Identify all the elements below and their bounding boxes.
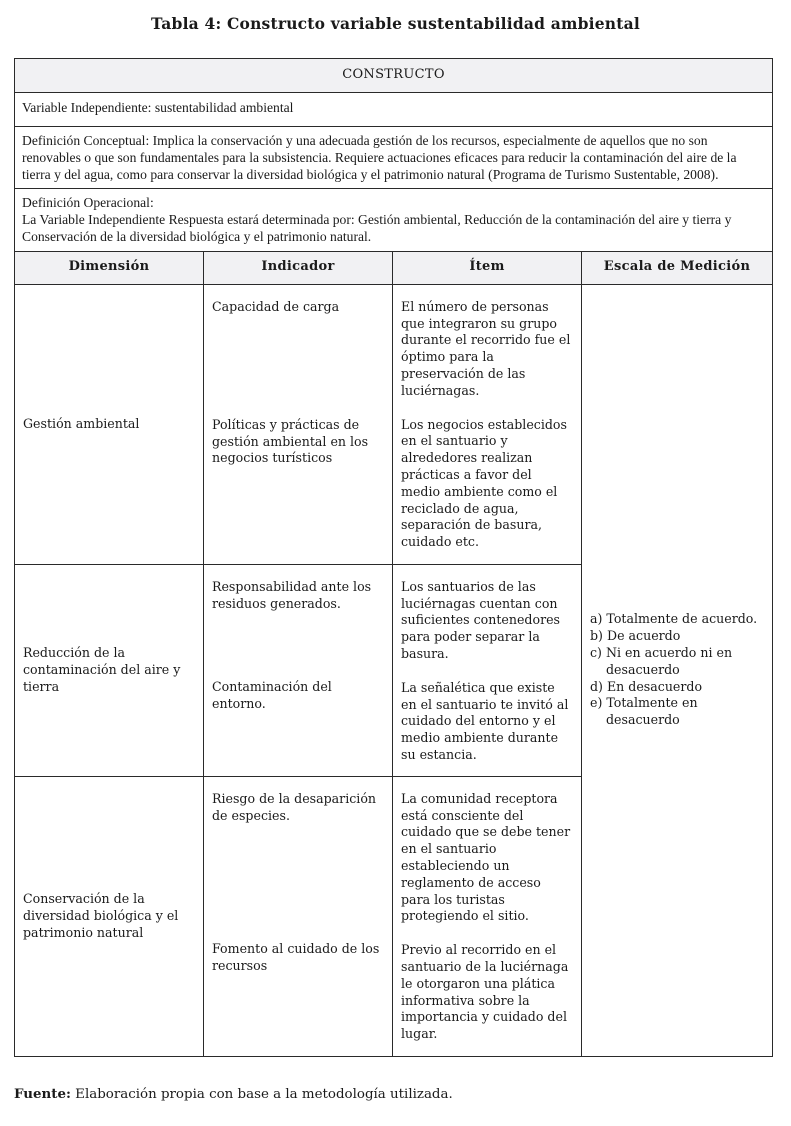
column-header-dimension: Dimensión xyxy=(15,251,204,284)
definicion-conceptual: Definición Conceptual: Implica la conservación y una adecuada gestión de los recursos, especialmente de aquellos que no son renovables o que son fundamentales para la subsistencia. Requiere actuaciones eficaces para reducir la contaminación del aire de la tierra y del agua, como para conservar la diversidad biológica y el patrimonio natural (Programa de Turismo Sustentable, 2008). xyxy=(15,127,773,189)
table-title: Tabla 4: Constructo variable sustentabilidad ambiental xyxy=(151,14,640,33)
source-label: Fuente: xyxy=(14,1086,71,1102)
indicador: Políticas y prácticas de gestión ambiental en los negocios turísticos xyxy=(212,416,369,466)
scale-option: b) De acuerdo xyxy=(590,628,681,644)
indicador: Contaminación del entorno. xyxy=(212,678,332,711)
item-text: Los santuarios de las luciérnagas cuentan con suficientes contenedores para poder separar la basura. xyxy=(401,578,561,661)
item-cell xyxy=(393,284,582,564)
indicador-cell xyxy=(204,564,393,776)
indicador-cell xyxy=(204,284,393,564)
item-text: Previo al recorrido en el santuario de la luciérnaga le otorgaron una plática informativa sobre la importancia y cuidado del lugar. xyxy=(401,942,569,1042)
item-cell xyxy=(393,564,582,776)
indicador: Capacidad de carga xyxy=(212,298,340,314)
dimension-cell: Gestión ambiental xyxy=(15,284,204,564)
dimension-cell: Reducción de la contaminación del aire y tierra xyxy=(15,564,204,776)
scale-option: d) En desacuerdo xyxy=(590,678,703,694)
source-text: Elaboración propia con base a la metodología utilizada. xyxy=(70,1087,453,1102)
item-text: La comunidad receptora está consciente del cuidado que se debe tener en el santuario estableciendo un reglamento de acceso para los turistas protegiendo el sitio. xyxy=(401,790,571,924)
item-text: El número de personas que integraron su grupo durante el recorrido fue el óptimo para la preservación de las luciérnagas. xyxy=(401,298,571,398)
table-row xyxy=(15,284,773,564)
definicion-operacional-label: Definición Operacional: xyxy=(22,195,154,211)
construct-table xyxy=(14,58,773,1057)
item-text: Los negocios establecidos en el santuario y alrededores realizan prácticas a favor del medio ambiente como el reciclado de agua, separación de basura, cuidado etc. xyxy=(401,416,567,550)
indicador: Fomento al cuidado de los recursos xyxy=(212,940,380,973)
definicion-operacional xyxy=(15,189,773,251)
scale-options-list xyxy=(590,611,764,729)
indicador-cell xyxy=(204,776,393,1056)
scale-option: c) Ni en acuerdo ni en desacuerdo xyxy=(590,645,733,677)
definicion-operacional-text: La Variable Independiente Respuesta estará determinada por: Gestión ambiental, Reducción de la contaminación del aire y tierra y Conservación de la diversidad biológica y el patrimonio natural. xyxy=(22,212,732,244)
constructo-header: CONSTRUCTO xyxy=(15,59,773,93)
column-header-item: Ítem xyxy=(393,251,582,284)
escala-cell xyxy=(582,284,773,1056)
scale-option: a) Totalmente de acuerdo. xyxy=(590,611,758,627)
item-cell xyxy=(393,776,582,1056)
column-header-indicador: Indicador xyxy=(204,251,393,284)
variable-row: Variable Independiente: sustentabilidad ambiental xyxy=(15,93,773,127)
item-text: La señalética que existe en el santuario te invitó al cuidado del entorno y el medio ambiente durante su estancia. xyxy=(401,679,569,762)
indicador: Responsabilidad ante los residuos generados. xyxy=(212,578,372,611)
column-header-escala: Escala de Medición xyxy=(582,251,773,284)
scale-option: e) Totalmente en desacuerdo xyxy=(590,695,698,728)
source-note xyxy=(14,1086,453,1102)
dimension-cell: Conservación de la diversidad biológica y el patrimonio natural xyxy=(15,776,204,1056)
indicador: Riesgo de la desaparición de especies. xyxy=(212,790,377,823)
